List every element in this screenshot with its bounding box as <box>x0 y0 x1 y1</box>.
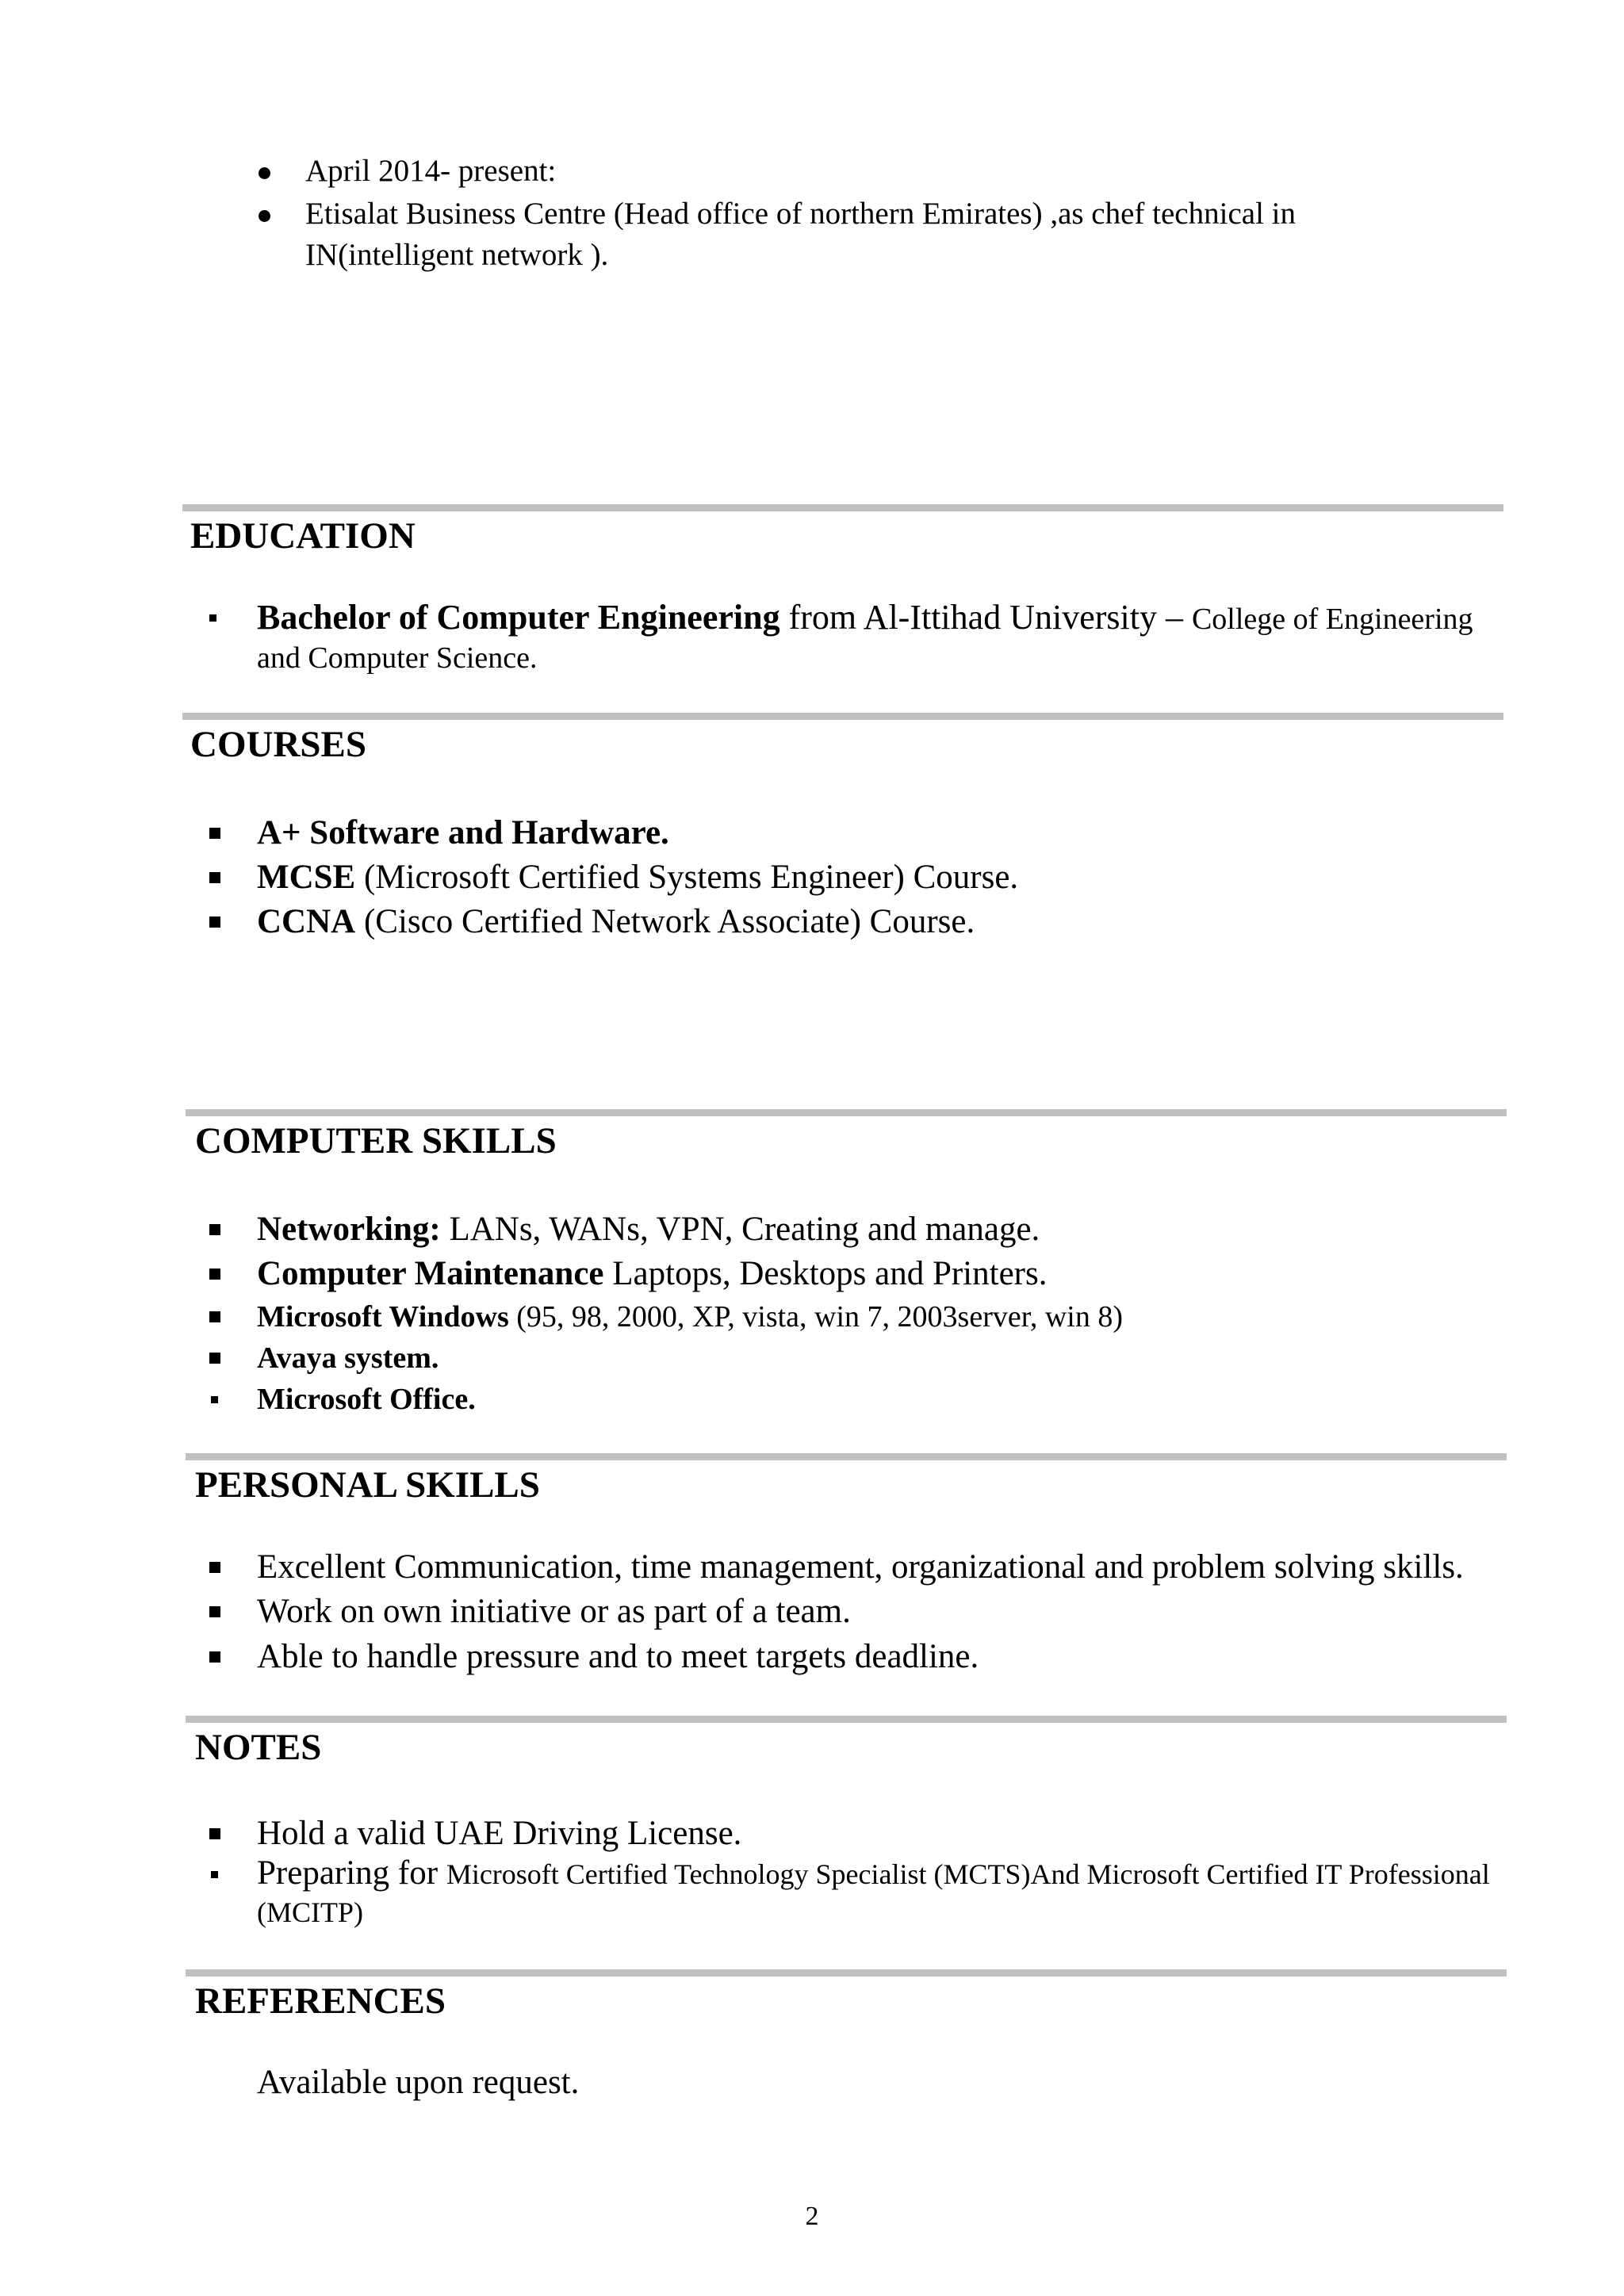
bullet-dot <box>259 167 270 179</box>
bullet-square <box>209 1353 220 1364</box>
bullet-square <box>209 1562 220 1573</box>
note-lead: Preparing for <box>257 1854 446 1892</box>
skill-detail: Laptops, Desktops and Printers. <box>603 1255 1048 1292</box>
section-heading-computer-skills: COMPUTER SKILLS <box>195 1120 557 1161</box>
list-item: Hold a valid UAE Driving License. <box>257 1815 742 1852</box>
note-continuation: (MCITP) <box>257 1896 363 1928</box>
course-name: A+ Software and Hardware. <box>257 814 669 851</box>
bullet-dot <box>259 210 270 222</box>
skill-detail: (95, 98, 2000, XP, vista, win 7, 2003server, win 8) <box>508 1300 1123 1334</box>
list-item <box>257 1299 1123 1335</box>
list-item: Excellent Communication, time management, organizational and problem solving skills. <box>257 1548 1464 1586</box>
education-college: College of Engineering <box>1191 603 1473 636</box>
section-heading-references: REFERENCES <box>195 1980 446 2022</box>
skill-name: Microsoft Office. <box>257 1383 476 1416</box>
course-detail: (Cisco Certified Network Associate) Course. <box>355 903 975 940</box>
list-item <box>257 1208 1040 1251</box>
education-degree-line1 <box>257 596 1473 641</box>
list-item <box>257 1253 1047 1295</box>
bullet-square <box>209 1224 220 1235</box>
bullet-square <box>209 916 220 928</box>
bullet-square <box>209 1828 220 1839</box>
bullet-square <box>209 1606 220 1617</box>
education-degree: Bachelor of Computer Engineering <box>257 598 780 637</box>
section-divider <box>182 713 1503 720</box>
skill-name: Microsoft Windows <box>257 1300 509 1334</box>
course-detail: (Microsoft Certified Systems Engineer) Course. <box>355 859 1019 896</box>
experience-date: April 2014- present: <box>305 154 557 188</box>
section-divider <box>186 1109 1507 1116</box>
list-item: Work on own initiative or as part of a team. <box>257 1593 851 1630</box>
experience-role-line2: IN(intelligent network ). <box>305 238 609 272</box>
course-name: CCNA <box>257 903 356 940</box>
list-item <box>257 1340 439 1376</box>
experience-role-line1: Etisalat Business Centre (Head office of northern Emirates) ,as chef technical in <box>305 197 1296 231</box>
section-divider <box>186 1453 1507 1460</box>
course-name: MCSE <box>257 859 356 896</box>
bullet-square <box>209 1651 220 1663</box>
education-degree-line2: and Computer Science. <box>257 641 538 675</box>
skill-name: Avaya system. <box>257 1341 439 1375</box>
skill-name: Computer Maintenance <box>257 1255 604 1292</box>
list-item <box>257 1381 476 1418</box>
section-divider <box>186 1969 1507 1976</box>
list-item <box>257 901 975 943</box>
list-item <box>257 812 669 855</box>
bullet-square <box>209 1269 220 1280</box>
bullet-square <box>209 828 220 839</box>
bullet-square <box>209 872 220 883</box>
section-heading-notes: NOTES <box>195 1727 322 1768</box>
list-item <box>257 1852 1490 1896</box>
note-certifications: Microsoft Certified Technology Specialist (MCTS)And Microsoft Certified IT Professional <box>446 1858 1490 1890</box>
skill-name: Networking: <box>257 1211 441 1248</box>
bullet-square <box>209 1311 220 1322</box>
bullet-square <box>211 1396 218 1403</box>
section-divider <box>186 1716 1507 1723</box>
education-university: from Al-Ittihad University – <box>779 598 1192 637</box>
section-heading-education: EDUCATION <box>190 515 416 557</box>
list-item: Able to handle pressure and to meet targets deadline. <box>257 1638 979 1675</box>
bullet-square <box>209 614 216 622</box>
page-number: 2 <box>805 2202 819 2231</box>
section-heading-personal-skills: PERSONAL SKILLS <box>195 1464 540 1506</box>
references-text: Available upon request. <box>257 2064 580 2101</box>
section-heading-courses: COURSES <box>190 724 367 765</box>
skill-detail: LANs, WANs, VPN, Creating and manage. <box>440 1211 1040 1248</box>
bullet-square <box>211 1871 218 1878</box>
section-divider <box>182 504 1503 511</box>
list-item <box>257 856 1018 899</box>
